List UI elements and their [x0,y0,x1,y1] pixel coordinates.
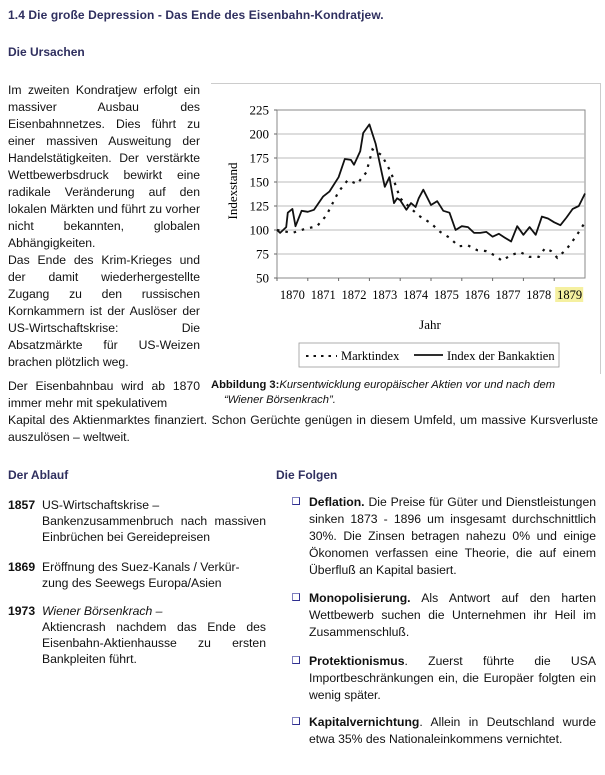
figure-frame [211,83,601,374]
timeline-event-text: Bankenzusammenbruch nach massiven Einbrüchen bei Gereidepreisen [42,514,266,544]
ursachen-text [8,82,200,371]
consequence-item [292,494,596,579]
plot-area [277,110,585,278]
y-tick-labels [250,103,270,286]
y-axis-label: Indexstand [225,162,240,220]
legend-label-marktindex: Marktindex [341,349,400,363]
y-tick-label: 125 [249,198,269,214]
timeline-item [8,559,266,591]
legend [299,343,559,367]
section-title-folgen: Die Folgen [276,468,338,482]
paragraph: Das Ende des Krim-Krieges und der damit wiederhergestellte Zugang zu den russischen Kornkammern ist der Auslöser der US-Wirtschaftskrise: Die Absatzmärkte für US-Weizen brachen plötzlich weg. [8,253,200,369]
stock-index-chart [211,84,600,374]
consequence-term: Kapitalvernichtung [309,715,420,729]
timeline-event-title: Eröffnung des Suez-Kanals / Verkür- [42,560,240,574]
legend-label-bankaktien: Index der Bankaktien [447,349,555,363]
section-title-ursachen: Die Ursachen [8,45,85,59]
consequence-item [292,653,596,704]
consequence-text: . Zuerst führte die USA Importbeschränkungen ein, die Europäer folgten ein wenig später. [309,654,596,702]
timeline-item [8,497,266,545]
consequence-text: . Allein in Deutschland wurde etwa 35% des Nationaleinkommens vernichtet. [309,715,596,746]
checkbox-bullet-icon [292,497,300,505]
timeline-event-text: Aktiencrash nachdem das Ende des Eisenbahn-Aktienhausse zu ersten Bankpleiten führt. [42,620,266,666]
checkbox-bullet-icon [292,717,300,725]
y-tick-label: 200 [249,126,269,142]
y-tick-label: 50 [256,270,269,286]
x-tick-label: 1870 [279,288,305,302]
x-tick-label: 1879 [557,288,583,302]
x-axis-label: Jahr [419,317,441,332]
y-tick-label: 150 [249,174,269,190]
x-tick-label: 1878 [526,288,552,302]
figure-caption [211,378,603,408]
consequence-text: Als Antwort auf den harten Wettbewerb suchen die Unternehmen ihr Heil im Zusammenschluß. [309,591,596,639]
timeline-event-title: Wiener Börsenkrach – [42,604,163,618]
checkbox-bullet-icon [292,656,300,664]
consequence-text: Die Preise für Güter und Dienstleistungen sinken 1873 - 1896 um insgesamt durchschnittlich 30%. Die Zinsen betragen nahezu 0% und einige Ökonomen verfassen eine Theorie, die auf einem Überfluß an Kapital basiert. [309,495,596,577]
section-title-ablauf: Der Ablauf [8,468,69,482]
x-tick-label: 1871 [310,288,336,302]
consequence-term: Deflation. [309,495,365,509]
page-title: 1.4 Die große Depression - Das Ende des Eisenbahn-Kondratjew. [8,8,384,22]
consequence-item [292,714,596,748]
timeline-year: 1973 [8,604,36,618]
paragraph: Im zweiten Kondratjew erfolgt ein massiver Ausbau des Eisenbahnnetzes. Dies führt zu einer massiven Ausweitung der Handelstätigkeiten. Der verstärkte Wettbewerbsdruck bewirkt eine radikale Veränderung auf den lokalen Märkten und führt zu vorher nicht bekannten, globalen Abhängigkeiten. [8,83,200,250]
consequence-term: Protektionismus [309,654,405,668]
x-tick-label: 1872 [341,288,367,302]
x-tick-label: 1875 [433,288,459,302]
consequence-item [292,590,596,641]
checkbox-bullet-icon [292,593,300,601]
caption-text-line2: “Wiener Börsenkrach”. [224,394,336,406]
timeline-year: 1857 [8,498,36,512]
y-tick-label: 75 [256,246,269,262]
caption-label: Abbildung 3: [211,379,280,391]
x-tick-labels [280,287,583,302]
x-tick-label: 1877 [495,288,521,302]
timeline-event-title: US-Wirtschaftskrise – [42,498,160,512]
paragraph: Kapital des Aktienmarktes finanziert. Schon Gerüchte genügen in diesem Umfeld, um massive Kursverluste auszulösen – weltweit. [8,413,598,444]
chart-grid [274,110,585,281]
consequence-term: Monopolisierung. [309,591,411,605]
x-tick-label: 1873 [372,288,398,302]
timeline-item [8,603,266,667]
y-tick-label: 175 [249,150,269,166]
x-tick-label: 1876 [464,288,490,302]
x-tick-label: 1874 [403,288,429,302]
timeline-event-text: zung des Seewegs Europa/Asien [42,576,222,590]
caption-text: Kursentwicklung europäischer Aktien vor und nach dem [279,379,556,391]
y-tick-label: 100 [249,222,269,238]
y-tick-label: 225 [249,102,269,118]
paragraph: Der Eisenbahnbau wird ab 1870 immer mehr mit spekulativem [8,379,200,410]
timeline-year: 1869 [8,560,36,574]
